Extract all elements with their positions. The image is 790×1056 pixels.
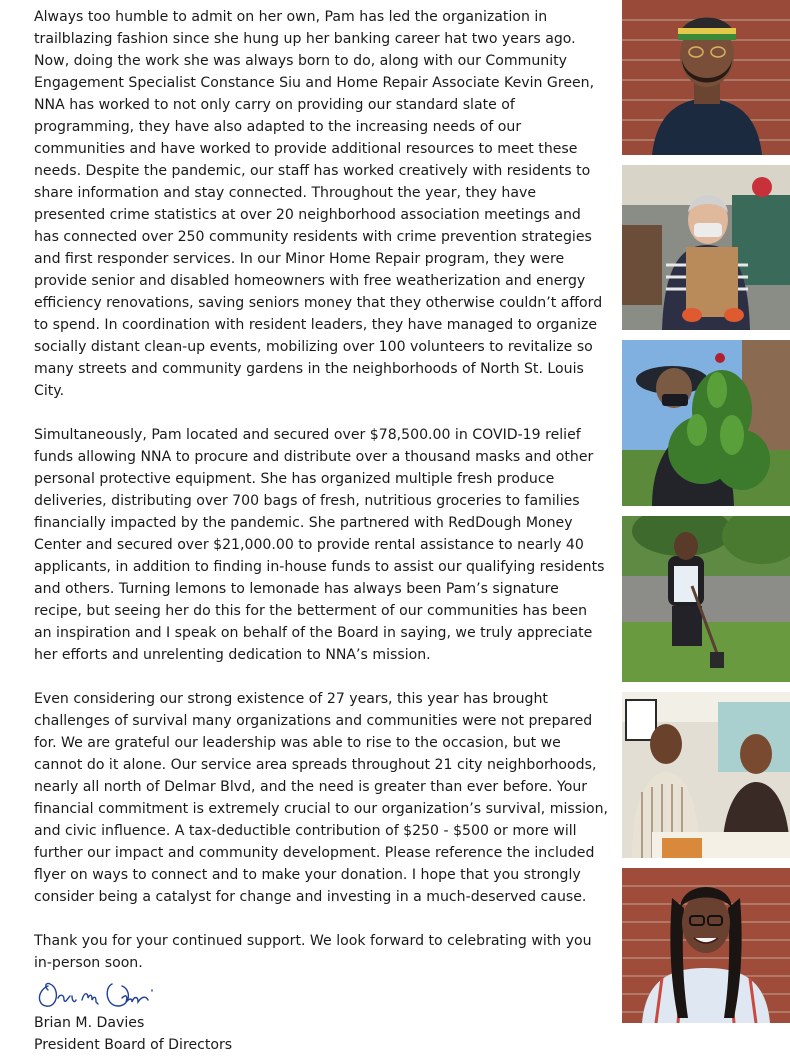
letter-body (34, 6, 609, 1056)
photo-cleanup-volunteer (622, 516, 790, 682)
photo-man-brick-wall (622, 0, 790, 155)
closing-text: Thank you for your continued support. We look forward to celebrating with you in-person soon. (34, 933, 592, 971)
photo-column (622, 0, 790, 1023)
paragraph-leadership: Always too humble to admit on her own, Pam has led the organization in trailblazing fashion since she hung up her banking career hat two years ago. Now, doing the work she was always born to do, along with our Community Engagement Specialist Constance Siu and Home Repair Associate Kevin Green, NNA has worked to not only carry on providing our standard slate of programming, they have also adapted to the increasing needs of our communities and have worked to provide additional resources to meet these needs. Despite the pandemic, our staff has worked creatively with residents to share information and stay connected. Throughout the year, they have presented crime statistics at over 20 neighborhood association meetings and has connected over 250 community residents with crime prevention strategies and first responder services. In our Minor Home Repair program, they were provide senior and disabled homeowners with free weatherization and energy efficiency renovations, saving seniors money that they otherwise couldn’t afford to spend. In coordination with resident leaders, they have managed to organize socially distant clean-up events, mobilizing over 100 volunteers to revitalize so many streets and community gardens in the neighborhoods of North St. Louis City. (34, 9, 603, 399)
photo-grocery-volunteer (622, 165, 790, 330)
paragraph-donation-appeal: Even considering our strong existence of 27 years, this year has brought challenges of survival many organizations and communities were not prepared for. We are grateful our leadership was able to rise to the occasion, but we cannot do it alone. Our service area spreads throughout 21 city neighborhoods, nearly all north of Delmar Blvd, and the need is greater than ever before. Your financial commitment is extremely crucial to our organization’s survival, mission, and civic influence. A tax-deductible contribution of $250 - $500 or more will further our impact and community development. Please reference the included flyer on ways to connect and to make your donation. I hope that you strongly consider being a catalyst for change and investing in a much-deserved cause. (34, 691, 609, 905)
signer-title: President Board of Directors (34, 1037, 233, 1053)
photo-woman-braids (622, 868, 790, 1023)
photo-plant-volunteer (622, 340, 790, 506)
paragraph-relief-funds: Simultaneously, Pam located and secured over $78,500.00 in COVID-19 relief funds allowing NNA to procure and distribute over a thousand masks and other personal protective equipment. She has organized multiple fresh produce deliveries, distributing over 700 bags of fresh, nutritious groceries to families financially impacted by the pandemic. She partnered with RedDough Money Center and secured over $21,000.00 to provide rental assistance to nearly 40 applicants, in addition to finding in-house funds to assist our qualifying residents and others. Turning lemons to lemonade has always been Pam’s signature recipe, but seeing her do this for the betterment of our communities has been an inspiration and I speak on behalf of the Board in saying, we truly appreciate her efforts and unrelenting dedication to NNA’s mission. (34, 427, 605, 663)
photo-two-men-table (622, 692, 790, 858)
signer-name: Brian M. Davies (34, 1015, 145, 1031)
signature (34, 976, 164, 1012)
